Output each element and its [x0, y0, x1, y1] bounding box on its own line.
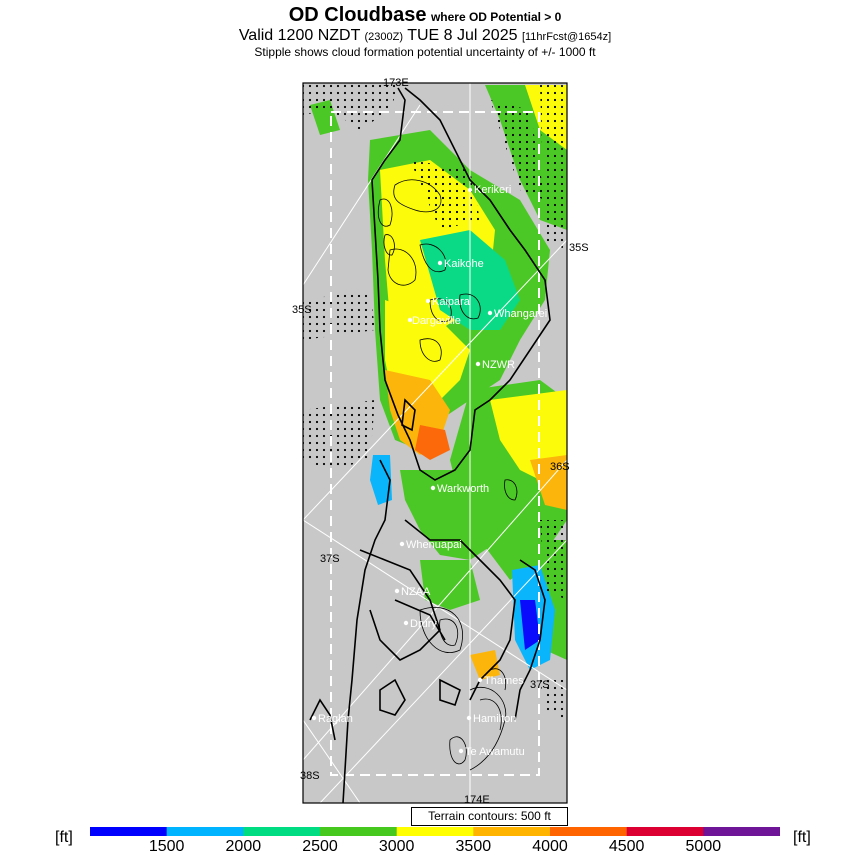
colorbar-tick-label: 3000 — [378, 838, 415, 855]
place-label-nzaa: NZAA — [401, 586, 431, 598]
colorbar-segment — [627, 827, 704, 836]
colorbar-tick-label: 5000 — [685, 838, 722, 855]
valid-time — [0, 27, 850, 45]
place-label-te-awamutu: Te Awamutu — [465, 746, 525, 758]
lat-label: 37S — [320, 553, 340, 565]
place-dot — [400, 542, 404, 546]
colorbar-segment — [473, 827, 550, 836]
place-label-kaikohe: Kaikohe — [444, 258, 484, 270]
colorbar-tick-labels — [0, 838, 850, 858]
place-dot — [468, 188, 472, 192]
valid-forecast: [11hrFcst@1654z] — [521, 31, 612, 43]
place-label-dargaville: Dargaville — [412, 315, 461, 327]
valid-prefix: Valid 1200 NZDT — [238, 27, 361, 44]
colorbar-segment — [550, 827, 627, 836]
lon-label: 173E — [383, 77, 409, 89]
colorbar-segment — [397, 827, 474, 836]
lat-label: 35S — [292, 304, 312, 316]
stipple-note: Stipple shows cloud formation potential uncertainty of +/- 1000 ft — [254, 45, 596, 59]
colorbar-segment — [243, 827, 320, 836]
lat-label: 36S — [550, 461, 570, 473]
colorbar-segment — [90, 827, 167, 836]
place-dot — [476, 362, 480, 366]
lat-label: 37S — [530, 679, 550, 691]
chart-title — [0, 4, 850, 27]
terrain-contour-note: Terrain contours: 500 ft — [411, 807, 568, 826]
colorbar-tick-label: 4000 — [532, 838, 568, 855]
lat-label: 38S — [300, 770, 320, 782]
place-label-raglan: Raglan — [318, 713, 353, 725]
place-label-drury: Drury — [410, 618, 437, 630]
place-dot — [459, 749, 463, 753]
place-label-kerikeri: Kerikeri — [474, 184, 512, 196]
place-dot — [426, 299, 430, 303]
place-label-thames: Thames — [484, 675, 524, 687]
place-label-warkworth: Warkworth — [437, 483, 490, 495]
place-dot — [478, 678, 482, 682]
place-dot — [467, 716, 471, 720]
colorbar-tick-label: 3500 — [455, 838, 492, 855]
place-dot — [438, 261, 442, 265]
place-dot — [395, 589, 399, 593]
place-dot — [404, 621, 408, 625]
place-dot — [488, 311, 492, 315]
colorbar-segment — [703, 827, 780, 836]
place-label-hamilton: Hamilton — [473, 713, 517, 725]
place-label-whenuapai: Whenuapai — [406, 539, 462, 551]
colorbar-segment — [167, 827, 244, 836]
colorbar — [90, 827, 780, 836]
place-label-whangarei: Whangarei — [494, 308, 548, 320]
place-dot — [431, 486, 435, 490]
place-dot — [312, 716, 316, 720]
colorbar-segment — [320, 827, 397, 836]
title-qualifier: where OD Potential > 0 — [430, 10, 562, 24]
colorbar-tick-label: 2500 — [302, 838, 338, 855]
lon-label: 174E — [464, 794, 490, 806]
colorbar-tick-label: 4500 — [608, 838, 645, 855]
colorbar-unit-right: [ft] — [793, 829, 811, 846]
valid-utc: (2300Z) — [364, 31, 404, 43]
title-main: OD Cloudbase — [288, 4, 427, 26]
lat-label: 35S — [569, 242, 589, 254]
colorbar-unit-left: [ft] — [55, 829, 73, 846]
place-label-nzwr: NZWR — [482, 359, 515, 371]
colorbar-tick-label: 2000 — [225, 838, 262, 855]
colorbar-tick-label: 1500 — [148, 838, 185, 855]
valid-date: TUE 8 Jul 2025 — [407, 27, 518, 44]
place-label-kaipara: Kaipara — [432, 296, 470, 308]
